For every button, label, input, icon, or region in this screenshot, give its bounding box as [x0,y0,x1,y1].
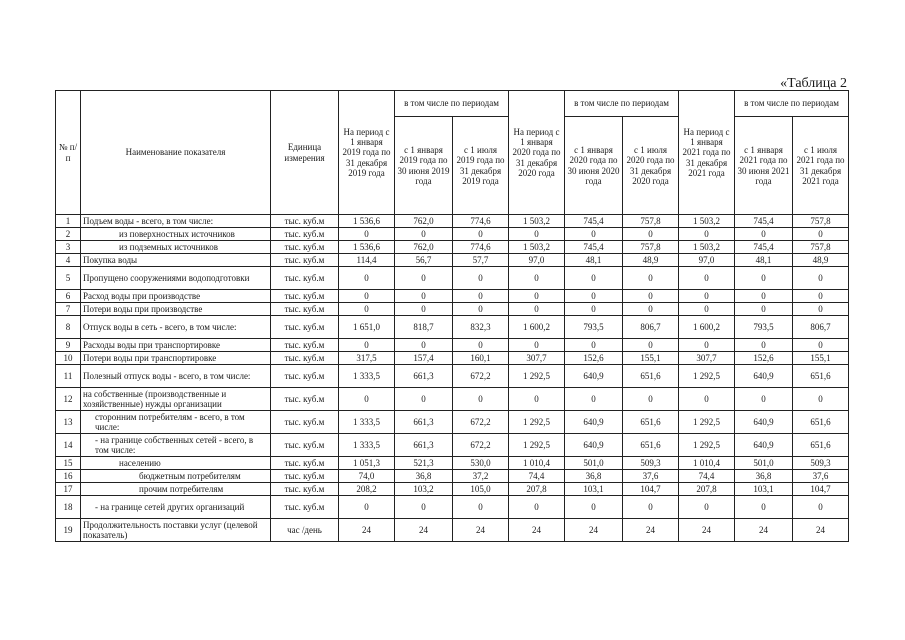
row-value: 745,4 [565,215,623,228]
row-number: 15 [56,457,81,470]
row-value: 317,5 [339,352,395,365]
row-value: 36,8 [735,470,793,483]
row-number: 16 [56,470,81,483]
row-number: 14 [56,434,81,457]
row-value: 1 503,2 [679,241,735,254]
row-value: 0 [339,228,395,241]
row-number: 8 [56,316,81,339]
header-h2-2019: с 1 июля 2019 года по 31 декабря 2019 года [453,117,509,215]
row-value: 74,0 [339,470,395,483]
row-unit: тыс. куб.м [271,457,339,470]
row-value: 0 [679,228,735,241]
row-value: 0 [453,290,509,303]
row-value: 24 [793,519,849,542]
row-value: 24 [735,519,793,542]
table-caption: «Таблица 2 [780,76,847,91]
row-value: 661,3 [395,365,453,388]
row-name: Расходы воды при транспортировке [81,339,271,352]
row-value: 0 [623,303,679,316]
header-period-2021: На период с 1 января 2021 года по 31 декабря 2021 года [679,91,735,215]
row-value: 157,4 [395,352,453,365]
table-header [56,91,849,215]
row-name: на собственные (производственные и хозяйственные) нужды организации [81,388,271,411]
row-value: 24 [679,519,735,542]
row-value: 640,9 [735,365,793,388]
row-value: 530,0 [453,457,509,470]
row-value: 24 [565,519,623,542]
row-value: 0 [339,339,395,352]
table-row [56,267,849,290]
row-value: 0 [679,303,735,316]
row-value: 0 [793,290,849,303]
row-number: 11 [56,365,81,388]
row-value: 37,6 [793,470,849,483]
row-value: 1 503,2 [679,215,735,228]
row-value: 793,5 [735,316,793,339]
row-value: 74,4 [509,470,565,483]
row-value: 0 [793,388,849,411]
row-value: 806,7 [623,316,679,339]
row-name: из поверхностных источников [81,228,271,241]
row-value: 651,6 [793,365,849,388]
row-value: 0 [735,496,793,519]
row-value: 661,3 [395,411,453,434]
table-row [56,434,849,457]
row-value: 1 292,5 [679,365,735,388]
row-value: 97,0 [679,254,735,267]
row-unit: тыс. куб.м [271,267,339,290]
row-value: 57,7 [453,254,509,267]
row-name: бюджетным потребителям [81,470,271,483]
header-h1-2021: с 1 января 2021 года по 30 июня 2021 года [735,117,793,215]
header-h2-2021: с 1 июля 2021 года по 31 декабря 2021 года [793,117,849,215]
row-value: 0 [339,290,395,303]
row-unit: тыс. куб.м [271,388,339,411]
row-unit: тыс. куб.м [271,483,339,496]
row-unit: тыс. куб.м [271,411,339,434]
row-value: 672,2 [453,411,509,434]
row-value: 1 536,6 [339,215,395,228]
row-value: 1 536,6 [339,241,395,254]
row-value: 651,6 [623,434,679,457]
row-value: 0 [679,267,735,290]
row-value: 0 [395,339,453,352]
row-name: из подземных источников [81,241,271,254]
row-value: 1 600,2 [509,316,565,339]
row-value: 640,9 [565,411,623,434]
row-value: 0 [679,496,735,519]
row-number: 9 [56,339,81,352]
row-value: 0 [339,496,395,519]
row-value: 48,1 [735,254,793,267]
row-value: 1 333,5 [339,434,395,457]
row-value: 74,4 [679,470,735,483]
row-unit: тыс. куб.м [271,290,339,303]
row-value: 37,2 [453,470,509,483]
row-value: 56,7 [395,254,453,267]
table-row [56,254,849,267]
row-value: 0 [453,388,509,411]
row-value: 0 [453,267,509,290]
row-value: 0 [565,496,623,519]
row-value: 651,6 [793,411,849,434]
row-value: 0 [565,228,623,241]
table-row [56,228,849,241]
row-value: 0 [509,339,565,352]
row-value: 640,9 [735,411,793,434]
row-value: 745,4 [735,215,793,228]
row-value: 0 [623,267,679,290]
row-value: 103,1 [735,483,793,496]
row-value: 36,8 [565,470,623,483]
row-number: 5 [56,267,81,290]
row-name: сторонним потребителям - всего, в том числе: [81,411,271,434]
table-row [56,241,849,254]
row-value: 1 292,5 [509,411,565,434]
row-value: 521,3 [395,457,453,470]
row-number: 10 [56,352,81,365]
row-value: 0 [509,267,565,290]
water-balance-table [55,90,849,542]
row-value: 105,0 [453,483,509,496]
row-unit: тыс. куб.м [271,434,339,457]
row-value: 36,8 [395,470,453,483]
row-value: 207,8 [679,483,735,496]
row-name: населению [81,457,271,470]
row-value: 672,2 [453,365,509,388]
row-value: 1 503,2 [509,215,565,228]
row-unit: тыс. куб.м [271,241,339,254]
row-value: 1 333,5 [339,365,395,388]
row-value: 0 [735,290,793,303]
row-value: 1 010,4 [679,457,735,470]
row-value: 0 [793,339,849,352]
row-number: 2 [56,228,81,241]
row-value: 155,1 [623,352,679,365]
row-number: 1 [56,215,81,228]
row-unit: тыс. куб.м [271,303,339,316]
row-value: 501,0 [735,457,793,470]
row-value: 160,1 [453,352,509,365]
row-value: 103,2 [395,483,453,496]
row-value: 1 010,4 [509,457,565,470]
row-number: 17 [56,483,81,496]
row-unit: тыс. куб.м [271,316,339,339]
row-value: 0 [679,388,735,411]
row-value: 0 [623,339,679,352]
row-value: 0 [453,339,509,352]
table-row [56,496,849,519]
row-value: 757,8 [793,215,849,228]
row-number: 12 [56,388,81,411]
row-value: 0 [565,290,623,303]
row-name: Отпуск воды в сеть - всего, в том числе: [81,316,271,339]
row-value: 651,6 [623,411,679,434]
row-unit: тыс. куб.м [271,365,339,388]
row-value: 24 [395,519,453,542]
row-value: 97,0 [509,254,565,267]
row-value: 307,7 [679,352,735,365]
row-value: 103,1 [565,483,623,496]
row-value: 208,2 [339,483,395,496]
row-value: 152,6 [565,352,623,365]
row-value: 1 651,0 [339,316,395,339]
row-value: 0 [453,228,509,241]
row-value: 0 [565,388,623,411]
row-unit: час /день [271,519,339,542]
row-unit: тыс. куб.м [271,215,339,228]
row-value: 152,6 [735,352,793,365]
row-unit: тыс. куб.м [271,339,339,352]
row-value: 104,7 [623,483,679,496]
table-row [56,470,849,483]
row-value: 0 [395,228,453,241]
row-unit: тыс. куб.м [271,352,339,365]
row-value: 37,6 [623,470,679,483]
row-value: 745,4 [735,241,793,254]
table-row [56,339,849,352]
row-value: 640,9 [735,434,793,457]
row-name: - на границе собственных сетей - всего, в том числе: [81,434,271,457]
row-value: 774,6 [453,241,509,254]
row-value: 24 [623,519,679,542]
row-value: 0 [565,267,623,290]
row-value: 0 [793,496,849,519]
row-value: 24 [453,519,509,542]
row-value: 1 292,5 [679,434,735,457]
row-value: 0 [565,303,623,316]
row-value: 0 [623,496,679,519]
table-row [56,215,849,228]
row-value: 0 [509,388,565,411]
row-value: 832,3 [453,316,509,339]
row-value: 0 [793,228,849,241]
row-value: 0 [623,388,679,411]
header-name: Наименование показателя [81,91,271,215]
row-value: 0 [453,496,509,519]
header-subperiods-2021: в том числе по периодам [735,91,849,117]
row-value: 0 [679,290,735,303]
row-value: 0 [339,388,395,411]
row-value: 104,7 [793,483,849,496]
row-name: Покупка воды [81,254,271,267]
row-value: 0 [395,303,453,316]
table-body [56,215,849,542]
header-subperiods-2020: в том числе по периодам [565,91,679,117]
row-value: 0 [735,228,793,241]
row-number: 6 [56,290,81,303]
row-value: 114,4 [339,254,395,267]
row-value: 774,6 [453,215,509,228]
row-value: 640,9 [565,434,623,457]
row-value: 762,0 [395,241,453,254]
header-h1-2019: с 1 января 2019 года по 30 июня 2019 года [395,117,453,215]
row-value: 793,5 [565,316,623,339]
row-unit: тыс. куб.м [271,228,339,241]
row-value: 0 [735,388,793,411]
row-name: Расход воды при производстве [81,290,271,303]
row-number: 7 [56,303,81,316]
row-unit: тыс. куб.м [271,496,339,519]
row-value: 48,1 [565,254,623,267]
header-period-2019: На период с 1 января 2019 года по 31 декабря 2019 года [339,91,395,215]
header-h1-2020: с 1 января 2020 года по 30 июня 2020 года [565,117,623,215]
row-name: прочим потребителям [81,483,271,496]
row-value: 1 051,3 [339,457,395,470]
row-value: 0 [735,339,793,352]
row-value: 0 [395,267,453,290]
row-value: 0 [339,303,395,316]
row-name: Продолжительность поставки услуг (целевой показатель) [81,519,271,542]
table-row [56,519,849,542]
row-number: 3 [56,241,81,254]
table-row [56,365,849,388]
row-value: 48,9 [793,254,849,267]
row-value: 0 [565,339,623,352]
row-value: 661,3 [395,434,453,457]
row-value: 672,2 [453,434,509,457]
row-name: Потери воды при производстве [81,303,271,316]
row-value: 0 [735,267,793,290]
row-value: 1 292,5 [509,365,565,388]
table-row [56,388,849,411]
row-value: 0 [453,303,509,316]
row-value: 48,9 [623,254,679,267]
row-value: 757,8 [623,215,679,228]
row-value: 509,3 [623,457,679,470]
row-value: 757,8 [793,241,849,254]
row-value: 0 [395,496,453,519]
header-period-2020: На период с 1 января 2020 года по 31 декабря 2020 года [509,91,565,215]
row-name: - на границе сетей других организаций [81,496,271,519]
row-value: 0 [509,228,565,241]
row-value: 0 [793,303,849,316]
table-row [56,290,849,303]
table-row [56,352,849,365]
row-value: 0 [339,267,395,290]
row-value: 818,7 [395,316,453,339]
row-value: 0 [395,290,453,303]
row-value: 24 [509,519,565,542]
row-number: 4 [56,254,81,267]
row-value: 0 [509,303,565,316]
row-value: 0 [623,290,679,303]
row-value: 509,3 [793,457,849,470]
row-unit: тыс. куб.м [271,470,339,483]
row-number: 19 [56,519,81,542]
row-value: 1 600,2 [679,316,735,339]
row-value: 1 333,5 [339,411,395,434]
row-number: 18 [56,496,81,519]
row-value: 1 503,2 [509,241,565,254]
row-value: 651,6 [793,434,849,457]
row-value: 155,1 [793,352,849,365]
row-number: 13 [56,411,81,434]
row-value: 0 [679,339,735,352]
row-value: 207,8 [509,483,565,496]
row-name: Полезный отпуск воды - всего, в том числе: [81,365,271,388]
row-name: Подъем воды - всего, в том числе: [81,215,271,228]
row-value: 745,4 [565,241,623,254]
table-row [56,457,849,470]
row-value: 651,6 [623,365,679,388]
header-num: № п/п [56,91,81,215]
row-value: 501,0 [565,457,623,470]
row-value: 1 292,5 [679,411,735,434]
row-value: 0 [623,228,679,241]
header-h2-2020: с 1 июля 2020 года по 31 декабря 2020 года [623,117,679,215]
header-unit: Единица измерения [271,91,339,215]
row-value: 0 [735,303,793,316]
row-value: 640,9 [565,365,623,388]
row-value: 806,7 [793,316,849,339]
row-unit: тыс. куб.м [271,254,339,267]
row-value: 1 292,5 [509,434,565,457]
row-value: 0 [509,290,565,303]
row-name: Пропущено сооружениями водоподготовки [81,267,271,290]
table-row [56,303,849,316]
row-value: 757,8 [623,241,679,254]
row-value: 0 [395,388,453,411]
row-value: 0 [509,496,565,519]
table-row [56,411,849,434]
row-value: 24 [339,519,395,542]
table-row [56,316,849,339]
row-value: 0 [793,267,849,290]
row-value: 762,0 [395,215,453,228]
row-value: 307,7 [509,352,565,365]
row-name: Потери воды при транспортировке [81,352,271,365]
header-subperiods-2019: в том числе по периодам [395,91,509,117]
table-row [56,483,849,496]
